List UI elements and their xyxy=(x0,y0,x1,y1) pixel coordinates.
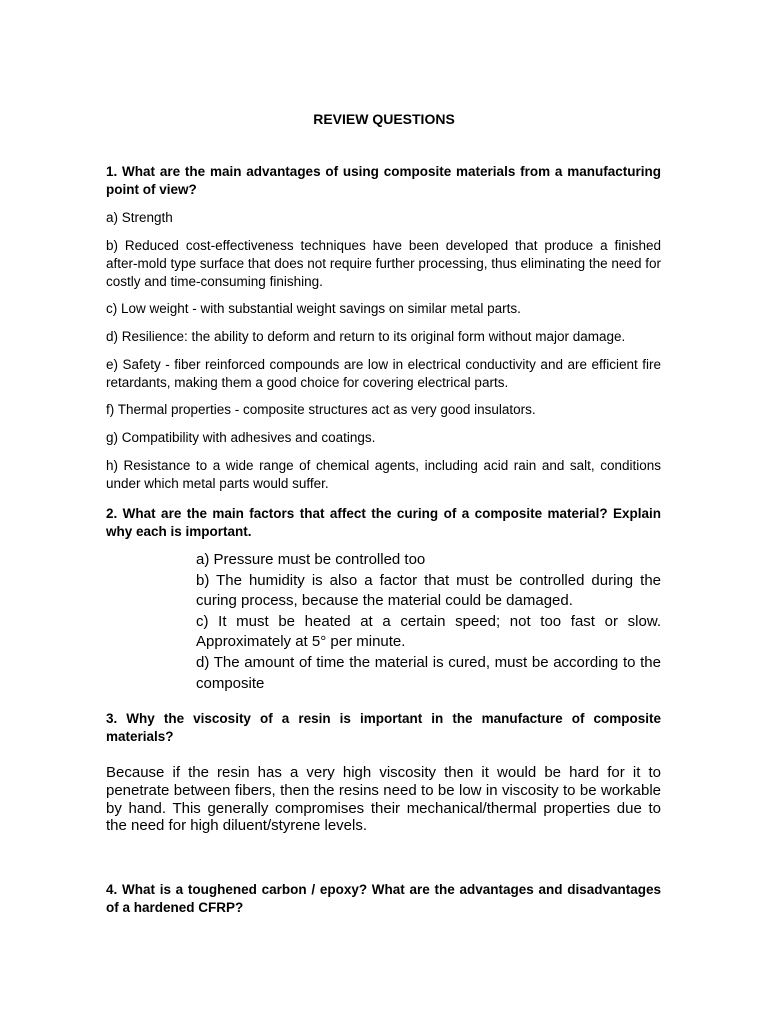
q1-answer-e: e) Safety - fiber reinforced compounds are low in electrical conductivity and are efficient fire retardants, making them a good choice for covering electrical parts. xyxy=(106,357,661,390)
q2-answer-list xyxy=(196,550,661,694)
q1-answer-f: f) Thermal properties - composite structures act as very good insulators. xyxy=(106,402,536,417)
page-title: REVIEW QUESTIONS xyxy=(313,111,455,127)
q2-answer-b: b) The humidity is also a factor that must be controlled during the curing process, because the material could be damaged. xyxy=(196,571,661,610)
q2-answer-c: c) It must be heated at a certain speed; not too fast or slow. Approximately at 5° per minute. xyxy=(196,612,661,651)
q3-answer: Because if the resin has a very high viscosity then it would be hard for it to penetrate between fibers, then the resins need to be low in viscosity to be workable by hand. This generally compromises their mechanical/thermal properties due to the need for high diluent/styrene levels. xyxy=(106,764,661,835)
question-2: 2. What are the main factors that affect the curing of a composite material? Explain why each is important. xyxy=(106,506,661,539)
question-1: 1. What are the main advantages of using composite materials from a manufacturing point of view? xyxy=(106,164,661,197)
question-4: 4. What is a toughened carbon / epoxy? What are the advantages and disadvantages of a hardened CFRP? xyxy=(106,882,661,915)
q1-answer-d: d) Resilience: the ability to deform and return to its original form without major damage. xyxy=(106,329,626,344)
q1-answer-a: a) Strength xyxy=(106,210,173,225)
question-3: 3. Why the viscosity of a resin is important in the manufacture of composite materials? xyxy=(106,711,661,744)
q1-answer-g: g) Compatibility with adhesives and coatings. xyxy=(106,430,376,445)
q2-answer-d: d) The amount of time the material is cured, must be according to the composite xyxy=(196,653,661,692)
q1-answer-b: b) Reduced cost-effectiveness techniques have been developed that produce a finished after-mold type surface that does not require further processing, thus eliminating the need for costly and time-consuming finishing. xyxy=(106,238,661,289)
q1-answer-h: h) Resistance to a wide range of chemical agents, including acid rain and salt, conditions under which metal parts would suffer. xyxy=(106,458,661,491)
q2-answer-a: a) Pressure must be controlled too xyxy=(196,551,426,568)
q1-answer-c: c) Low weight - with substantial weight savings on similar metal parts. xyxy=(106,301,521,316)
